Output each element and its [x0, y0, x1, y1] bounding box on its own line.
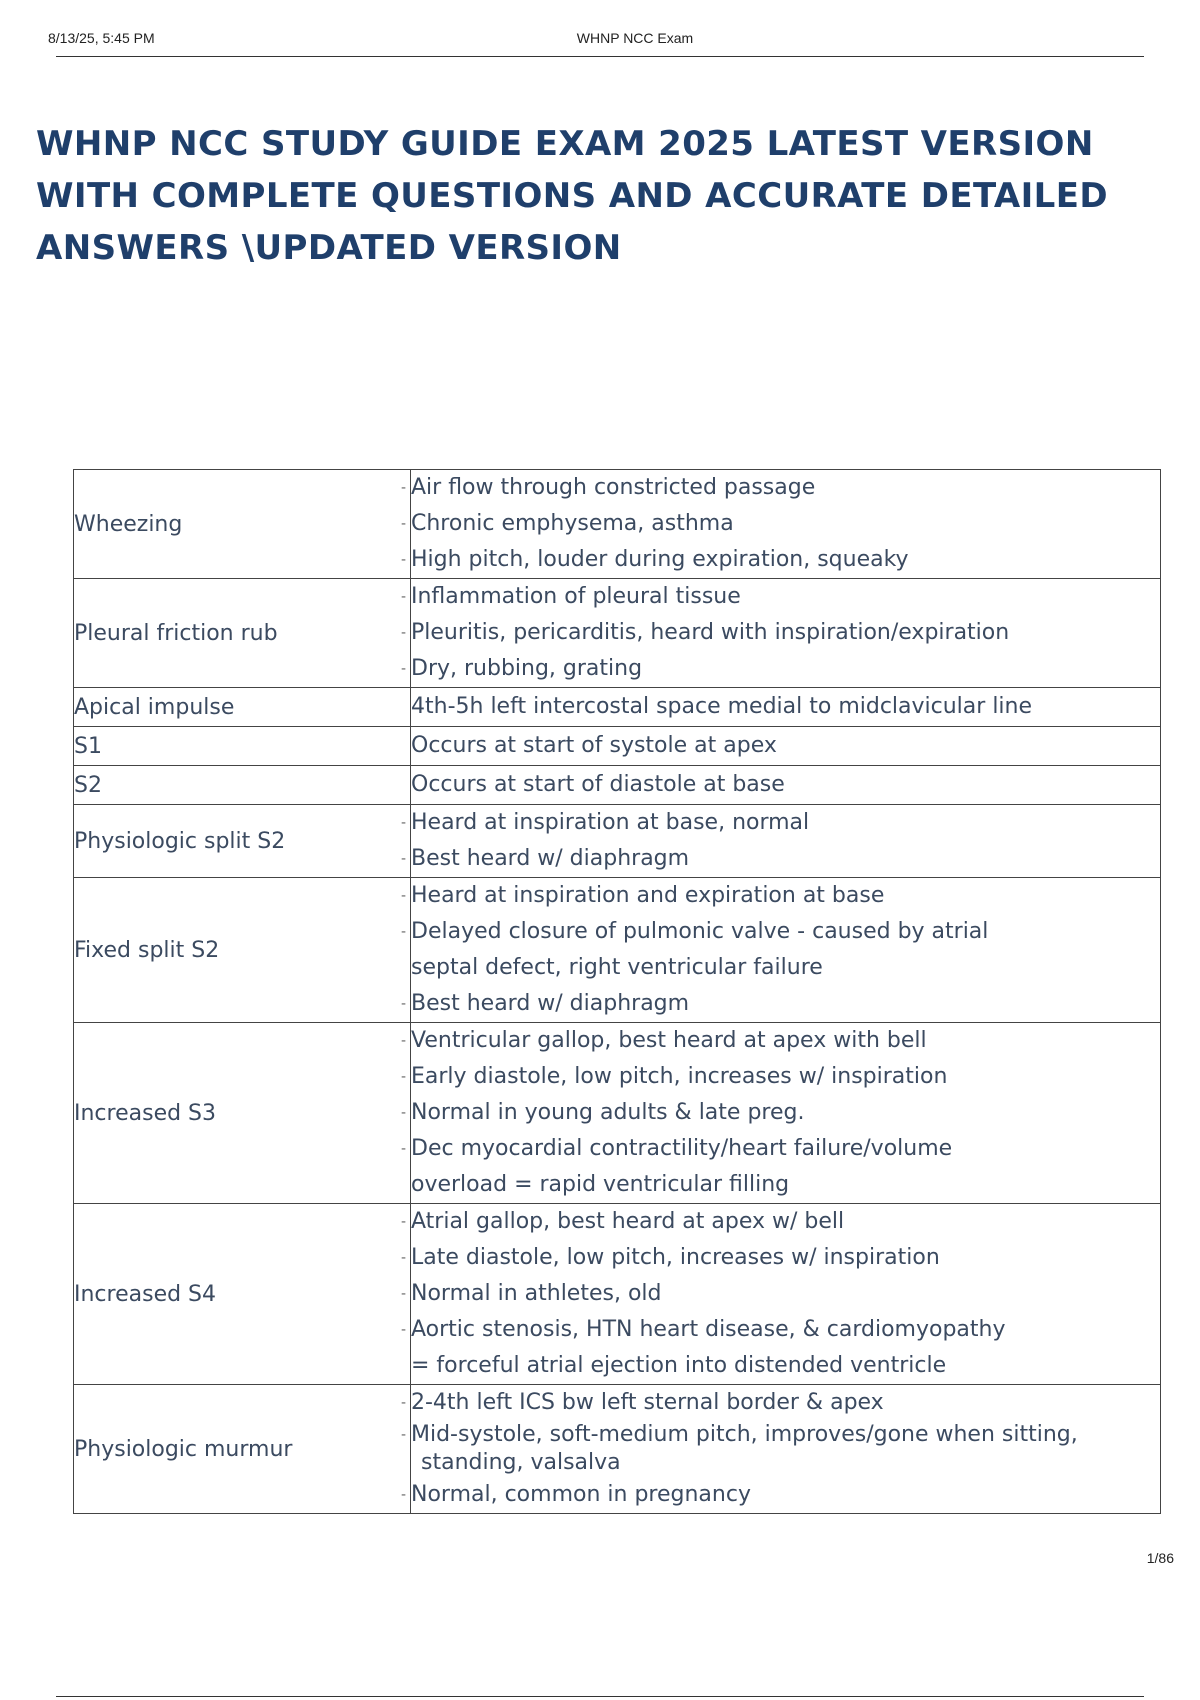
table-row [74, 1204, 1161, 1385]
description-cell [411, 878, 1161, 1023]
description-cell [411, 579, 1161, 688]
table-row [74, 579, 1161, 688]
table-row [74, 1023, 1161, 1204]
title-line: WITH COMPLETE QUESTIONS AND ACCURATE DETAILED [36, 176, 1108, 216]
term-cell: Apical impulse [74, 688, 411, 727]
description-line: - Dec myocardial contractility/heart failure/volume [411, 1131, 1160, 1167]
description-line: - Dry, rubbing, grating [411, 651, 1160, 687]
description-line: Occurs at start of diastole at base [411, 772, 785, 797]
table-row [74, 766, 1161, 805]
term-cell: Wheezing [74, 470, 411, 579]
title-line: ANSWERS \UPDATED VERSION [36, 228, 622, 268]
header-divider [56, 56, 1144, 57]
description-cell [411, 688, 1161, 727]
term-cell: Physiologic murmur [74, 1385, 411, 1514]
description-cell [411, 470, 1161, 579]
description-line: - Heard at inspiration and expiration at base [411, 878, 1160, 914]
description-cell [411, 727, 1161, 766]
description-cell [411, 1385, 1161, 1514]
description-line: - Normal in young adults & late preg. [411, 1095, 1160, 1131]
description-line: - Inflammation of pleural tissue [411, 579, 1160, 615]
term-cell: S1 [74, 727, 411, 766]
table-row [74, 470, 1161, 579]
term-cell: Increased S4 [74, 1204, 411, 1385]
term-cell: Pleural friction rub [74, 579, 411, 688]
description-line: - Best heard w/ diaphragm [411, 841, 1160, 877]
description-line: = forceful atrial ejection into distended ventricle [411, 1353, 947, 1378]
title-line: WHNP NCC STUDY GUIDE EXAM 2025 LATEST VERSION [36, 124, 1094, 164]
description-line: - Heard at inspiration at base, normal [411, 805, 1160, 841]
description-line: septal defect, right ventricular failure [411, 955, 823, 980]
page-number: 1/86 [1146, 1550, 1174, 1566]
study-table [73, 469, 1161, 1514]
description-line: - Delayed closure of pulmonic valve - caused by atrial [411, 914, 1160, 950]
description-line: - Atrial gallop, best heard at apex w/ bell [411, 1204, 1160, 1240]
description-line: - Ventricular gallop, best heard at apex with bell [411, 1023, 1160, 1059]
description-line: - Pleuritis, pericarditis, heard with inspiration/expiration [411, 615, 1160, 651]
table-row [74, 1385, 1161, 1514]
description-line: - High pitch, louder during expiration, squeaky [411, 542, 1160, 578]
term-cell: Increased S3 [74, 1023, 411, 1204]
table-row [74, 688, 1161, 727]
term-cell: S2 [74, 766, 411, 805]
table-row [74, 805, 1161, 878]
description-line: - Normal in athletes, old [411, 1276, 1160, 1312]
description-line: - Chronic emphysema, asthma [411, 506, 1160, 542]
description-line: - Late diastole, low pitch, increases w/ inspiration [411, 1240, 1160, 1276]
print-page-title: WHNP NCC Exam [576, 30, 694, 46]
print-datetime: 8/13/25, 5:45 PM [48, 30, 155, 46]
description-line: - Normal, common in pregnancy [411, 1477, 1160, 1513]
description-cell [411, 805, 1161, 878]
description-cell [411, 1023, 1161, 1204]
table-row [74, 727, 1161, 766]
description-line: - Aortic stenosis, HTN heart disease, & cardiomyopathy [411, 1312, 1160, 1348]
term-cell: Fixed split S2 [74, 878, 411, 1023]
description-line: - Early diastole, low pitch, increases w/ inspiration [411, 1059, 1160, 1095]
description-line: - Air flow through constricted passage [411, 470, 1160, 506]
document-title [36, 118, 1186, 274]
description-cell [411, 766, 1161, 805]
description-line: 4th-5h left intercostal space medial to midclavicular line [411, 694, 1033, 719]
table-row [74, 878, 1161, 1023]
term-cell: Physiologic split S2 [74, 805, 411, 878]
description-line: - Mid-systole, soft-medium pitch, improves/gone when sitting, [411, 1421, 1160, 1449]
description-line: - Best heard w/ diaphragm [411, 986, 1160, 1022]
description-line: overload = rapid ventricular filling [411, 1172, 790, 1197]
description-line: - 2-4th left ICS bw left sternal border & apex [411, 1385, 1160, 1421]
description-cell [411, 1204, 1161, 1385]
description-line: Occurs at start of systole at apex [411, 733, 777, 758]
description-line: standing, valsalva [421, 1450, 621, 1475]
footer-divider [56, 1696, 1144, 1697]
